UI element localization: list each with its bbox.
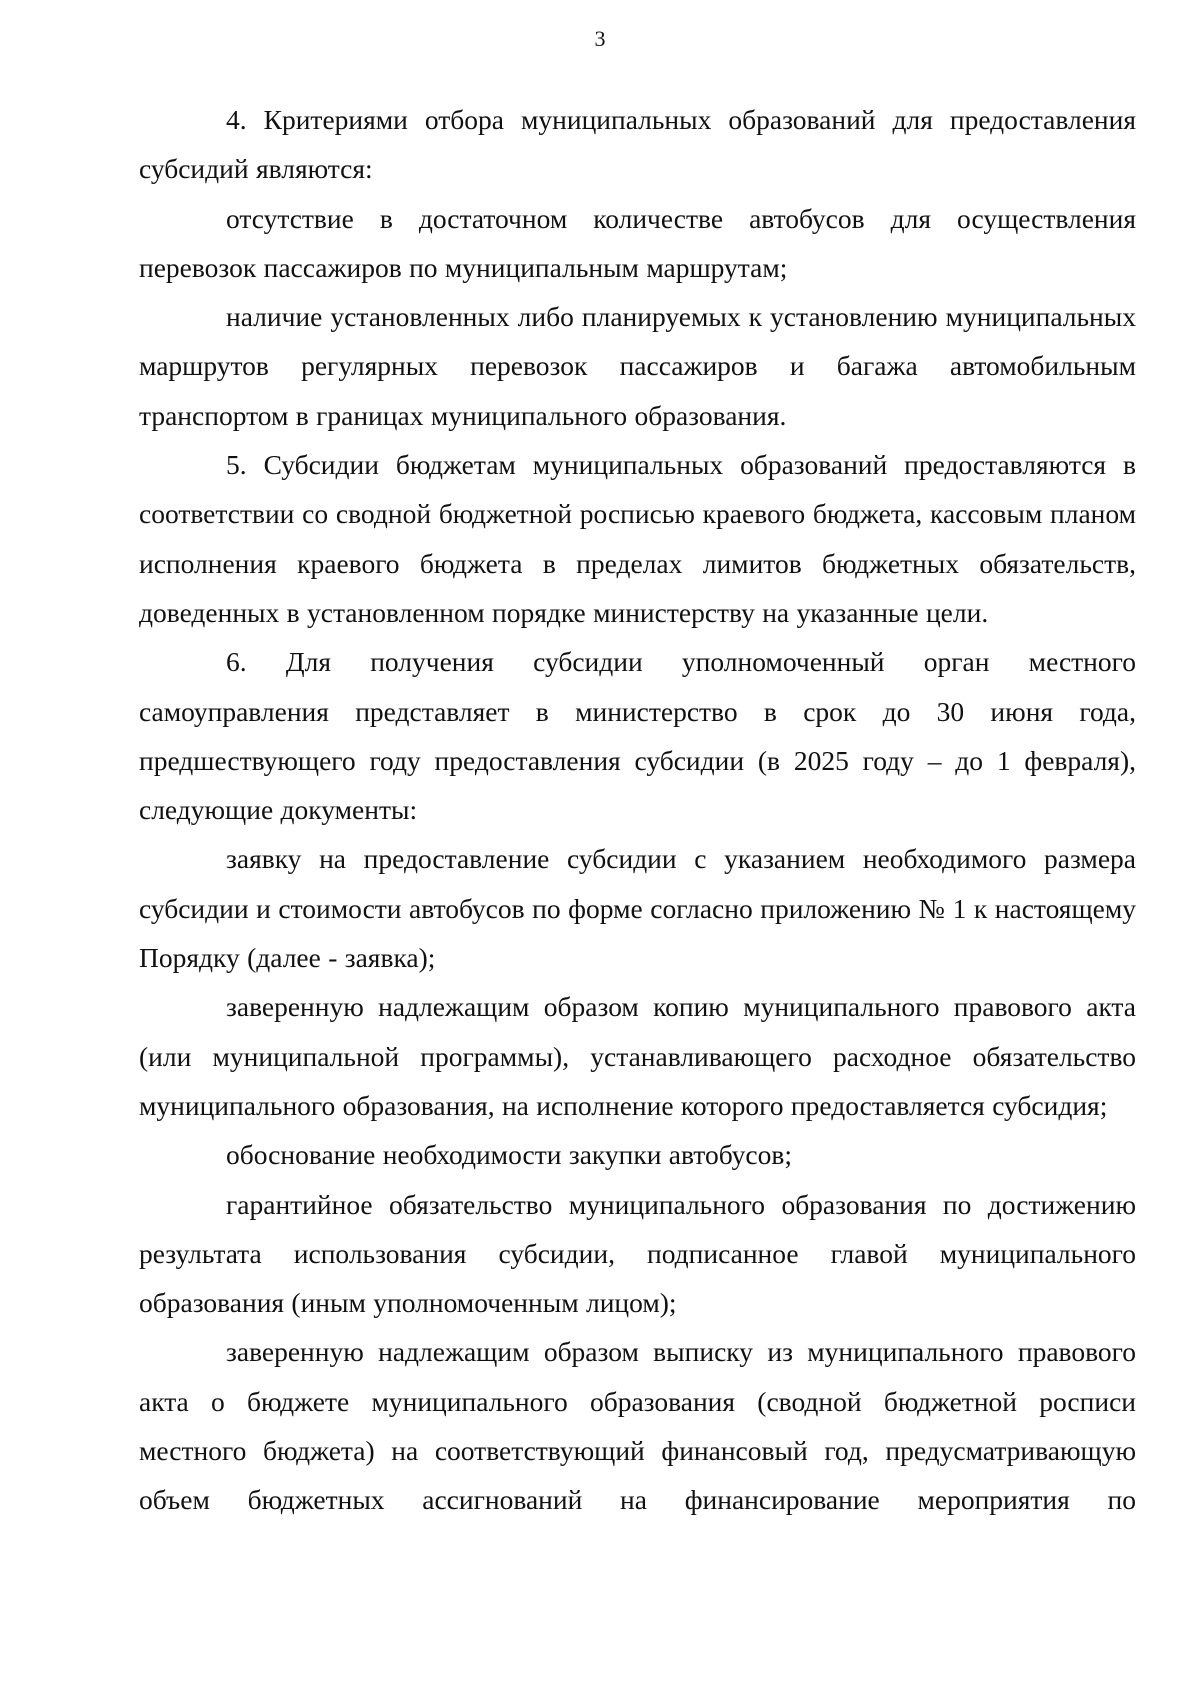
paragraph-application-deadline: 6. Для получения субсидии уполномоченный орган местного самоуправления представляет в министерство в срок до 30 июня года, предшествующего году предоставления субсидии (в 2025 году – до 1 февраля), следующие документы: [139,646,1136,826]
paragraph-doc-guarantee: гарантийное обязательство муниципального образования по достижению результата использования субсидии, подписанное главой муниципального образования (иным уполномоченным лицом); [139,1188,1136,1319]
paragraph-subsidy-provision: 5. Субсидии бюджетам муниципальных образований предоставляются в соответствии со сводной бюджетной росписью краевого бюджета, кассовым планом исполнения краевого бюджета в пределах лимитов бюджетных обязательств, доведенных в установленном порядке министерству на указанные цели. [139,449,1136,628]
paragraph-criterion-routes: наличие установленных либо планируемых к установлению муниципальных маршрутов регулярных перевозок пассажиров и багажа автомобильным транспортом в границах муниципального образования. [139,301,1136,431]
page-number: 3 [594,26,606,51]
document-body [139,95,1136,1525]
paragraph-selection-criteria: 4. Критериями отбора муниципальных образований для предоставления субсидий являются: [139,104,1136,185]
paragraph-doc-budget-extract: заверенную надлежащим образом выписку из муниципального правового акта о бюджете муниципального образования (сводной бюджетной росписи местного бюджета) на соответствующий финансовый год, предусматривающую объем бюджетных ассигнований на финансирование мероприятия по [139,1336,1136,1516]
paragraph-doc-legal-act-copy: заверенную надлежащим образом копию муниципального правового акта (или муниципальной программы), устанавливающего расходное обязательство муниципального образования, на исполнение которого предоставляется субсидия; [139,991,1136,1121]
paragraph-doc-justification: обоснование необходимости закупки автобусов; [226,1139,792,1171]
paragraph-criterion-bus-shortage: отсутствие в достаточном количестве автобусов для осуществления перевозок пассажиров по муниципальным маршрутам; [139,202,1136,283]
paragraph-doc-application: заявку на предоставление субсидии с указанием необходимого размера субсидии и стоимости автобусов по форме согласно приложению № 1 к настоящему Порядку (далее - заявка); [139,843,1136,974]
